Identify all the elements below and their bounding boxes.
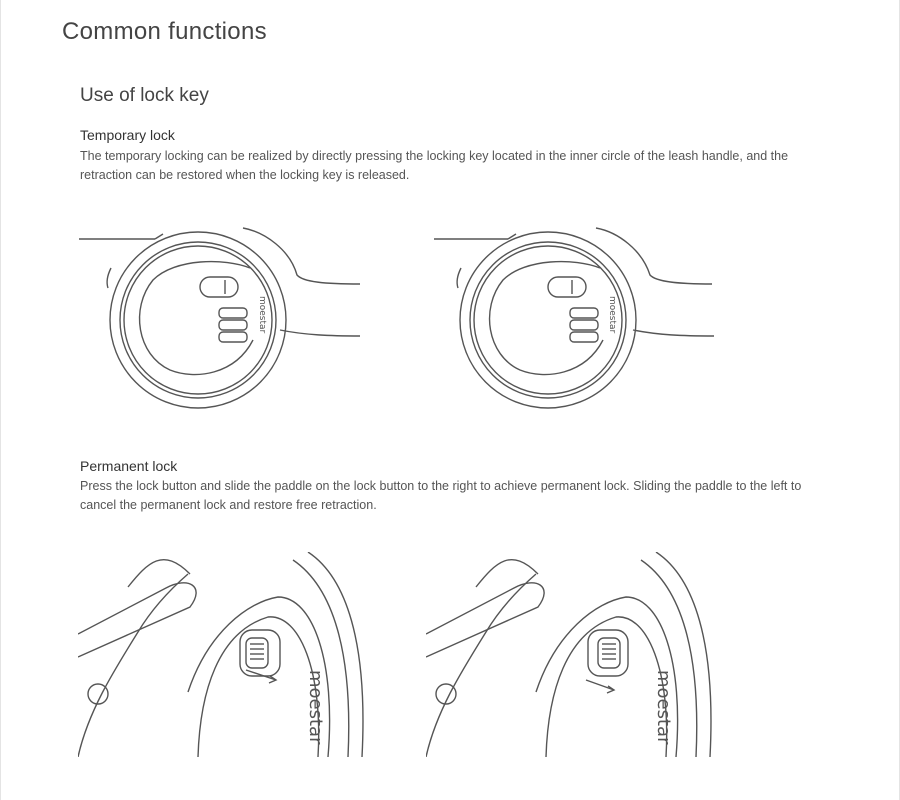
permanent-lock-text: Press the lock button and slide the paddle on the lock button to the right to achieve permanent lock. Sliding the paddle to the left to cancel the permanent lock and restore free retraction. — [80, 479, 802, 512]
section-title: Use of lock key — [80, 85, 209, 106]
side-tab — [107, 268, 111, 288]
handle-neck-top — [596, 228, 712, 284]
lock-slider-seg-3 — [219, 332, 247, 342]
temporary-lock-figure-unlocked — [75, 220, 375, 415]
pointer-line-tip — [155, 234, 163, 239]
brand-label: moestar — [305, 670, 326, 745]
handle-neck-top — [243, 228, 360, 284]
permanent-lock-figure-locked — [426, 552, 726, 757]
page-border-left — [0, 0, 1, 800]
handle-neck-bottom — [633, 330, 714, 336]
handle-arm — [426, 583, 544, 657]
temporary-lock-heading: Temporary lock — [80, 127, 175, 143]
lock-key-finger — [548, 277, 586, 297]
brand-label: moestar — [607, 296, 617, 334]
handle-arm — [78, 583, 196, 657]
lock-slider-seg-2 — [219, 320, 247, 330]
lock-slider-seg-3 — [570, 332, 598, 342]
brand-label: moestar — [653, 670, 674, 745]
lock-slider-seg-1 — [219, 308, 247, 318]
page-title: Common functions — [62, 18, 267, 45]
lock-paddle — [598, 638, 620, 668]
handle-body-edge — [78, 574, 188, 757]
lock-button-housing — [588, 630, 628, 676]
temporary-lock-figure-locked — [430, 220, 730, 415]
slide-arrow — [586, 680, 614, 690]
lock-slider-seg-2 — [570, 320, 598, 330]
permanent-lock-figure-unlocked — [78, 552, 378, 757]
handle-body-edge — [426, 574, 536, 757]
lock-slider-seg-1 — [570, 308, 598, 318]
lock-key-finger — [200, 277, 238, 297]
permanent-lock-heading: Permanent lock — [80, 458, 178, 474]
brand-label: moestar — [257, 296, 267, 334]
handle-neck-bottom — [280, 330, 360, 336]
lock-paddle — [246, 638, 268, 668]
side-tab — [457, 268, 461, 288]
temporary-lock-text: The temporary locking can be realized by directly pressing the locking key located in the inner circle of the leash handle, and the retraction can be restored when the locking key is released. — [80, 149, 789, 182]
slide-arrow-head — [607, 686, 614, 693]
